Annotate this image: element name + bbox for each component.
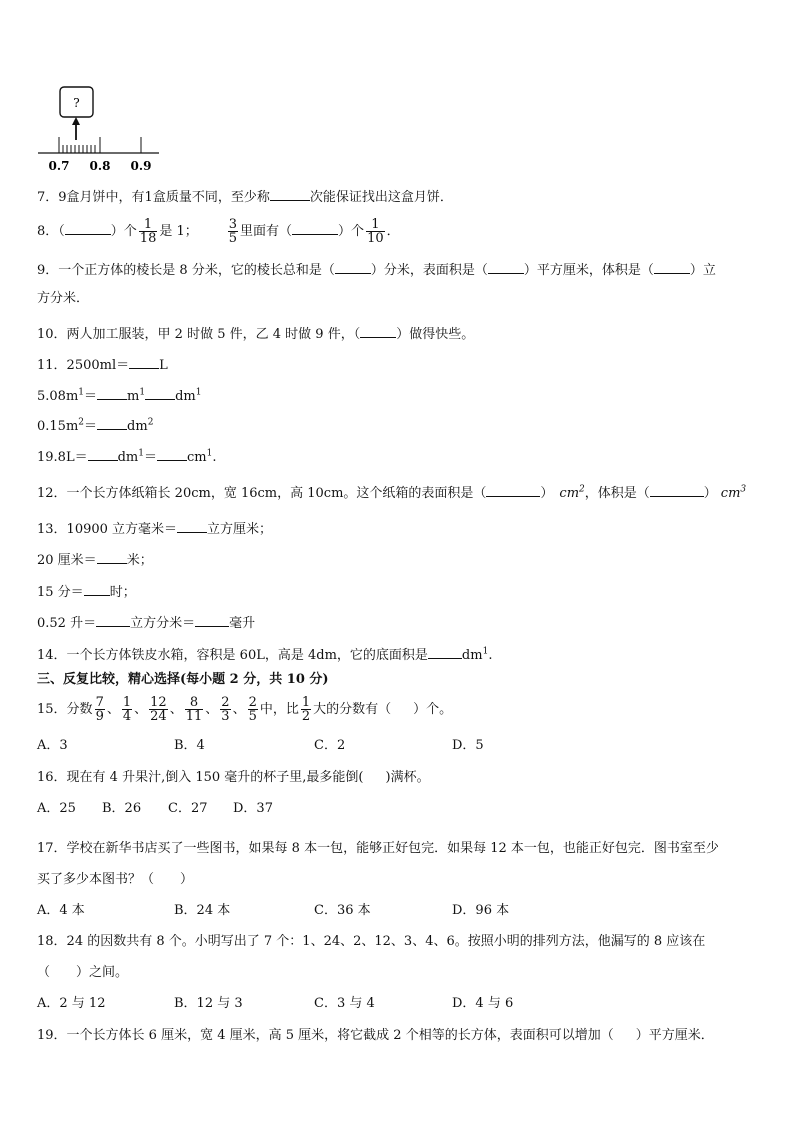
answer-blank[interactable] [96,613,130,627]
option-a[interactable]: A．3 [37,738,68,753]
question-11-line1: 11．2500ml＝ L [37,355,168,375]
option-d[interactable]: D．96 本 [452,903,510,918]
option-d[interactable]: D．37 [233,801,273,816]
fraction: $\frac{7}{9}$ [95,695,104,724]
question-9-line2: 方分米． [37,291,90,306]
question-12: 12．一个长方体纸箱长 20cm，宽 16cm，高 10cm。这个纸箱的表面积是（ ） $cm^2$，体积是（ ） $cm^3$ [37,484,747,501]
question-13-line2: 20 厘米＝ 米； [37,550,153,570]
option-b[interactable]: B．4 [174,738,205,753]
tick-label-0.8: 0.8 [89,159,111,173]
question-17: 17．学校在新华书店买了一些图书，如果每 8 本一包，能够正好包完．如果每 12 本一包，也能正好包完．图书室至少 [37,841,719,856]
option-a[interactable]: A．4 本 [37,903,85,918]
fraction: $\frac{3}{5}$ [228,217,238,246]
tick-label-0.9: 0.9 [130,159,152,173]
arrow-head [72,117,80,125]
option-b[interactable]: B．26 [102,801,142,816]
fraction: $\frac{2}{5}$ [248,695,257,724]
fraction: $\frac{2}{3}$ [221,695,230,724]
answer-blank[interactable] [129,355,159,369]
question-13-line1: 13．10900 立方毫米＝ 立方厘米； [37,519,272,539]
question-10: 10．两人加工服装，甲 2 时做 5 件，乙 4 时做 9 件，（ ）做得快些。 [37,324,474,344]
question-17-line2: 买了多少本图书？（ ） [37,872,194,887]
question-19: 19．一个长方体长 6 厘米，宽 4 厘米，高 5 厘米，将它截成 2 个相等的长方体，表面积可以增加（ ）平方厘米． [37,1028,714,1043]
question-11-line4: $19.8L= dm^1= cm^1$. [37,448,217,465]
fraction: $\frac{8}{11}$ [185,695,203,724]
answer-blank[interactable] [177,519,207,533]
question-11-line2: $5.08m^1= m^1$ $dm^1$ [37,387,202,404]
answer-blank[interactable] [335,260,371,274]
question-8: 8．（ ）个 $\frac{1}{18}$ 是 1； $\frac{3}{5}$ 里面有（ ）个 $\frac{1}{10}$ ． [37,217,400,246]
question-18-line2: （ ）之间。 [37,965,129,980]
answer-blank[interactable] [360,324,396,338]
fraction: $\frac{1}{10}$ [367,217,384,246]
option-a[interactable]: A．25 [37,801,76,816]
section-3-heading: 三、反复比较，精心选择(每小题 2 分，共 10 分) [37,672,329,687]
answer-blank[interactable] [65,221,111,235]
fraction: $\frac{1}{2}$ [301,695,311,724]
answer-blank[interactable] [292,221,338,235]
tick-label-0.7: 0.7 [48,159,70,173]
option-d[interactable]: D．4 与 6 [452,996,514,1011]
question-mark: ? [73,96,80,110]
fraction: $\frac{1}{18}$ [139,217,157,246]
option-d[interactable]: D．5 [452,738,484,753]
fraction: $\frac{1}{4}$ [122,695,132,724]
question-7: 7．9盒月饼中，有1盒质量不同，至少称 次能保证找出这盒月饼． [37,187,453,207]
option-c[interactable]: C．36 本 [314,903,371,918]
question-18: 18．24 的因数共有 8 个。小明写出了 7 个：1、24、2、12、3、4、6。按照小明的排列方法，他漏写的 8 应该在 [37,934,706,949]
answer-blank[interactable] [486,483,540,497]
question-14: 14．一个长方体铁皮水箱，容积是 60L，高是 4dm，它的底面积是 $dm^1$. [37,646,493,663]
question-13-line4: 0.52 升＝ 立方分米＝ 毫升 [37,613,255,633]
answer-blank[interactable] [650,483,704,497]
answer-blank[interactable] [84,582,110,596]
question-16: 16．现在有 4 升果汁,倒入 150 毫升的杯子里,最多能倒( )满杯。 [37,770,430,785]
fraction: $\frac{12}{24}$ [150,695,167,724]
number-line-figure [32,84,172,174]
option-b[interactable]: B．24 本 [174,903,231,918]
answer-blank[interactable] [270,187,310,201]
question-11-line3: $0.15m^2= dm^2$ [37,417,154,434]
option-a[interactable]: A．2 与 12 [37,996,106,1011]
answer-blank[interactable] [488,260,524,274]
option-c[interactable]: C．27 [168,801,208,816]
question-15: 15．分数 $\frac{7}{9}$ 、 $\frac{1}{4}$ 、 $\frac{12}{24}$ 、 $\frac{8}{11}$ 、 $\frac{2}{3}$ 、 $\frac{2}{5}$ 中，比 $\frac{1}{2}$ 大的分数有（ ）个。 [37,695,453,724]
answer-blank[interactable] [654,260,690,274]
option-c[interactable]: C．2 [314,738,346,753]
answer-blank[interactable] [97,386,127,400]
answer-blank[interactable] [97,416,127,430]
tick-marks [59,137,141,153]
question-9: 9．一个正方体的棱长是 8 分米，它的棱长总和是（ ）分米，表面积是（ ）平方厘米，体积是（ ）立 [37,260,716,280]
answer-blank[interactable] [88,447,118,461]
answer-blank[interactable] [195,613,229,627]
option-b[interactable]: B．12 与 3 [174,996,243,1011]
answer-blank[interactable] [428,645,462,659]
question-13-line3: 15 分＝ 时； [37,582,136,602]
option-c[interactable]: C．3 与 4 [314,996,375,1011]
answer-blank[interactable] [97,550,127,564]
answer-blank[interactable] [157,447,187,461]
answer-blank[interactable] [145,386,175,400]
